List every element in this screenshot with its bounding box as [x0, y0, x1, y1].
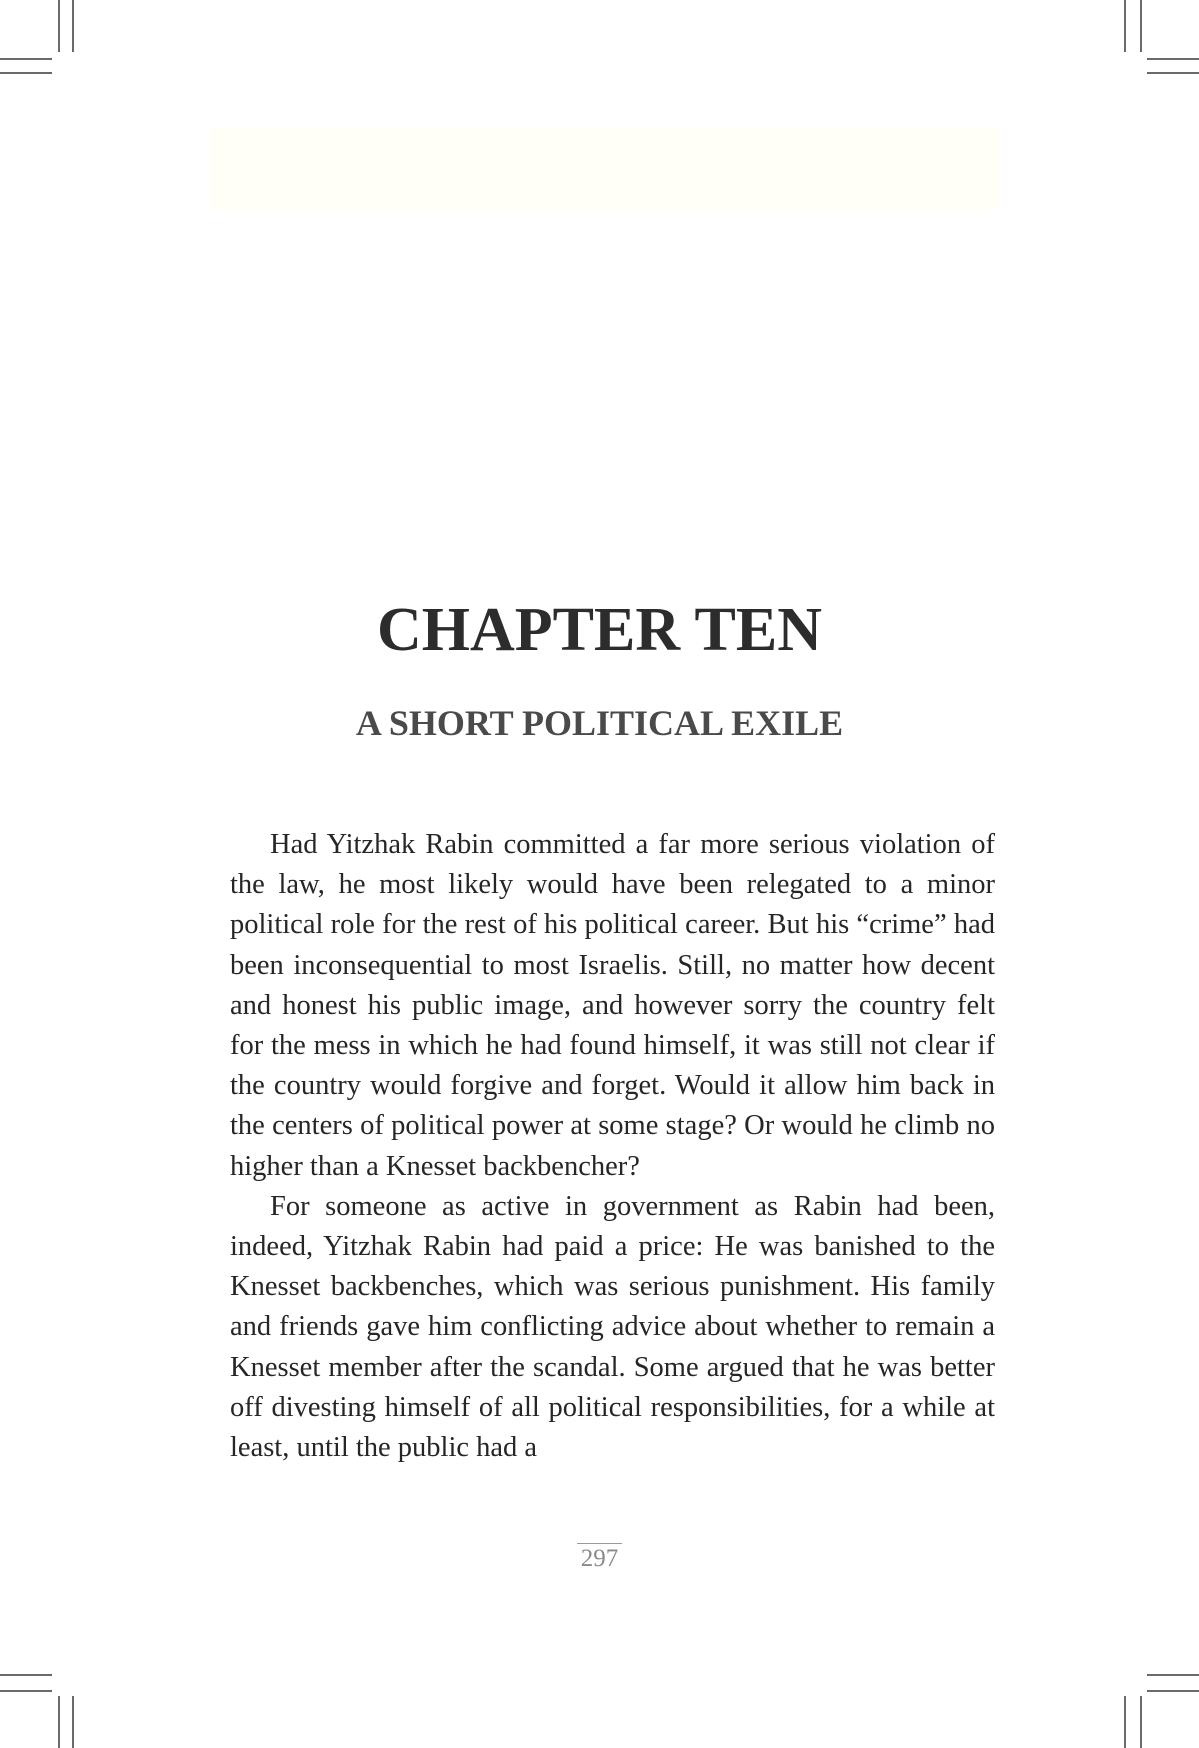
crop-mark-top-right-horizontal-1 — [1147, 58, 1199, 60]
header-band — [210, 128, 1000, 210]
paragraph-1: Had Yitzhak Rabin committed a far more serious violation of the law, he most likely would have been relegated to a minor political role for the rest of his political career. But his “crime” had been inconsequential to most Israelis. Still, no matter how decent and honest his public image, and however sorry the country felt for the mess in which he had found himself, it was still not clear if the country would forgive and forget. Would it allow him back in the centers of political power at some stage? Or would he climb no higher than a Knesset backbencher? — [230, 829, 995, 1182]
crop-mark-bottom-right-horizontal-2 — [1147, 1690, 1199, 1692]
page-number — [0, 1544, 1199, 1574]
crop-mark-top-left-horizontal-2 — [0, 72, 52, 74]
crop-mark-top-left-vertical-2 — [72, 0, 74, 52]
page-number-label: 297 — [577, 1543, 623, 1572]
crop-mark-top-left-horizontal-1 — [0, 58, 52, 60]
crop-mark-bottom-left-vertical-2 — [72, 1696, 74, 1748]
crop-mark-bottom-left-horizontal-2 — [0, 1690, 52, 1692]
chapter-title: CHAPTER TEN — [377, 596, 822, 664]
crop-mark-top-right-vertical-1 — [1124, 0, 1126, 52]
paragraph-2: For someone as active in government as Rabin had been, indeed, Yitzhak Rabin had paid a price: He was banished to the Knesset backbenches, which was serious punishment. His family and friends gave him conflicting advice about whether to remain a Knesset member after the scandal. Some argued that he was better off divesting himself of all political responsibilities, for a while at least, until the public had a — [230, 1190, 995, 1464]
crop-mark-bottom-right-vertical-2 — [1140, 1696, 1142, 1748]
body-text — [230, 825, 995, 1468]
crop-mark-bottom-left-vertical-1 — [58, 1696, 60, 1748]
chapter-subtitle: A SHORT POLITICAL EXILE — [355, 703, 844, 743]
crop-mark-top-left-vertical-1 — [58, 0, 60, 52]
crop-mark-top-right-vertical-2 — [1140, 0, 1142, 52]
crop-mark-bottom-left-horizontal-1 — [0, 1674, 52, 1676]
crop-mark-bottom-right-vertical-1 — [1124, 1696, 1126, 1748]
crop-mark-top-right-horizontal-2 — [1147, 72, 1199, 74]
crop-mark-bottom-right-horizontal-1 — [1147, 1674, 1199, 1676]
